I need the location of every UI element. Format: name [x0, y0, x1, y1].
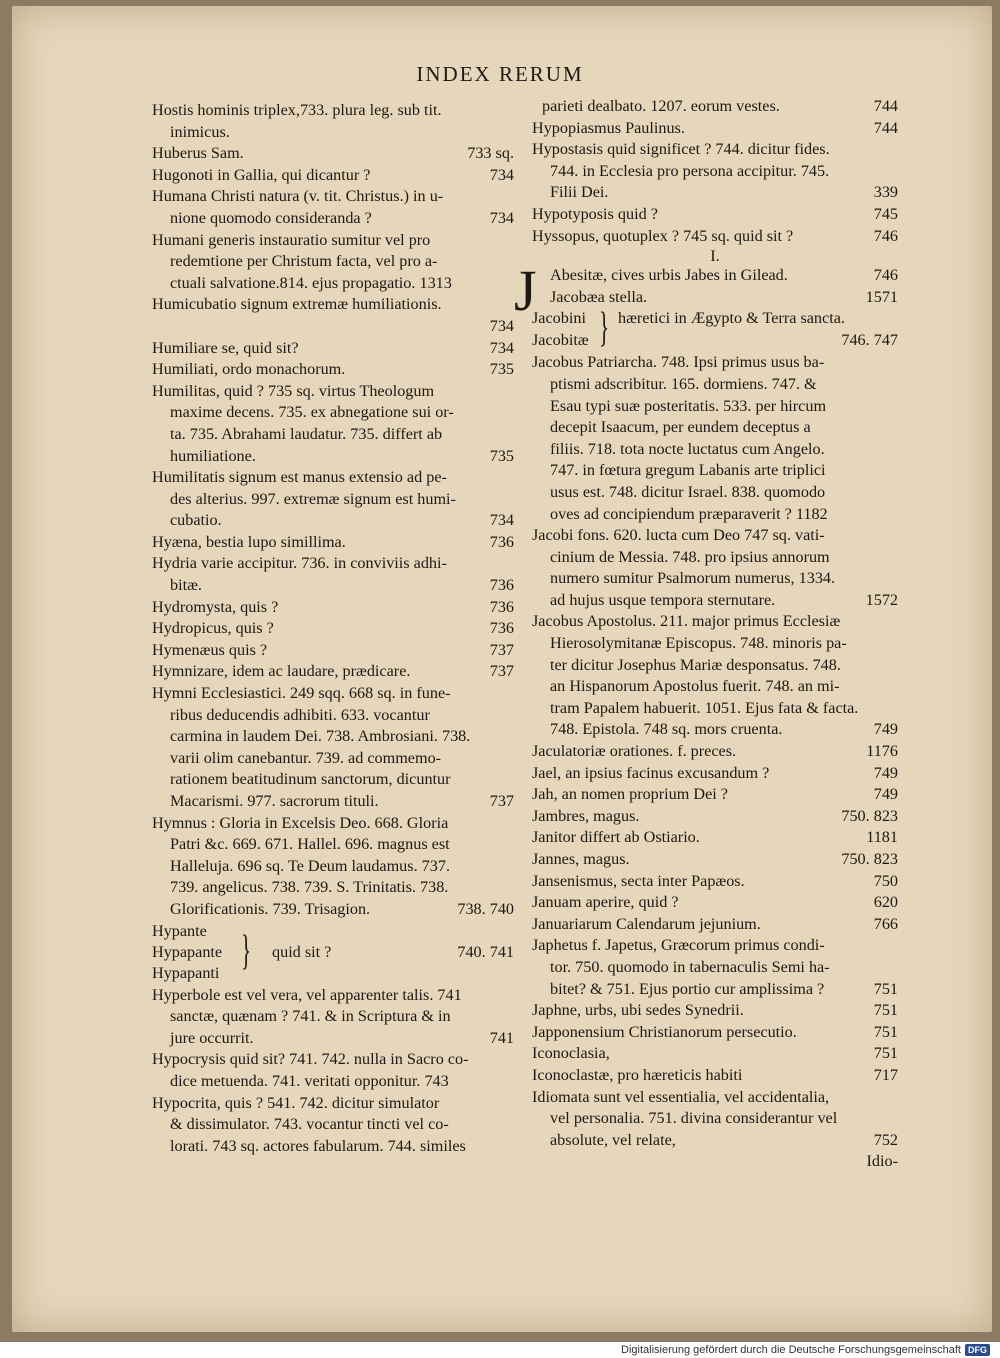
entry-line: Humiliare se, quid sit? 734: [152, 338, 514, 360]
entry-line: 748. Epistola. 748 sq. mors cruenta. 749: [532, 719, 898, 741]
entry-line: sanctæ, quænam ? 741. & in Scriptura & in: [170, 1007, 451, 1026]
entry-line: tor. 750. quomodo in tabernaculis Semi ha-: [550, 957, 830, 976]
entry-line: redemtione per Christum facta, vel pro a-: [170, 252, 438, 271]
page-ref: 735: [489, 360, 514, 379]
entry-line: Hymni Ecclesiastici. 249 sqq. 668 sq. in fune-: [152, 684, 451, 703]
entry-line: jure occurrit. 741: [152, 1028, 514, 1050]
entry-line: Huberus Sam. 733 sq.: [152, 143, 514, 165]
index-entry: [532, 1065, 898, 1087]
entry-line: Humilitatis signum est manus extensio ad pe-: [152, 468, 447, 487]
entry-line: 739. angelicus. 738. 739. S. Trinitatis. 738.: [170, 878, 449, 897]
entry-line: 747. in fœtura gregum Labanis arte triplici: [550, 461, 826, 480]
page-ref: 751: [873, 1044, 898, 1063]
index-entry: [152, 1049, 514, 1092]
page-ref: 751: [873, 1022, 898, 1041]
page-ref: 1181: [866, 828, 898, 847]
page-ref: 736: [489, 597, 514, 616]
entry-line: numero sumitur Psalmorum numerus, 1334.: [550, 569, 836, 588]
brace-icon: }: [599, 305, 610, 352]
page-ref: 620: [873, 893, 898, 912]
entry-line: Hierosolymitanæ Episcopus. 748. minoris pa-: [550, 634, 847, 653]
entry-line: bitæ. 736: [152, 575, 514, 597]
entry-line: Jacobi fons. 620. lucta cum Deo 747 sq. vati-: [532, 526, 825, 545]
entry-line: bitet? & 751. Ejus portio cur amplissima ? 751: [532, 979, 898, 1001]
entry-line: Jacobæa stella. 1571: [550, 287, 898, 309]
entry-line: Hyssopus, quotuplex ? 745 sq. quid sit ? 746: [532, 226, 898, 248]
index-entry: [532, 914, 898, 936]
entry-line: tram Papalem habuerit. 1051. Ejus fata & facta.: [550, 698, 859, 717]
entry-line: Hymnus : Gloria in Excelsis Deo. 668. Gloria: [152, 813, 449, 832]
page-header: INDEX RERUM: [416, 62, 584, 86]
index-entry: [152, 532, 514, 554]
index-entry: [152, 813, 514, 921]
page-ref: 1572: [865, 590, 898, 609]
entry-line: Japponensium Christianorum persecutio. 751: [532, 1022, 898, 1044]
entry-line: Hypotyposis quid ? 745: [532, 204, 898, 226]
entry-line: vel personalia. 751. divina considerantur vel: [550, 1109, 838, 1128]
entry-line: Hypocrysis quid sit? 741. 742. nulla in Sacro co-: [152, 1050, 469, 1069]
page-ref: 339: [873, 183, 898, 202]
index-entry: [532, 763, 898, 785]
entry-line: cubatio. 734: [152, 510, 514, 532]
page-ref: 744: [873, 118, 898, 137]
dfg-logo: DFG: [965, 1344, 990, 1356]
entry-line: Jacobus Patriarcha. 748. Ipsi primus usus ba-: [532, 353, 825, 372]
entry-line: dice metuenda. 741. veritati opponitur. 743: [170, 1071, 449, 1090]
entry-line: decepit Isaacum, per eundem deceptus a: [550, 418, 811, 437]
entry-line: Jacobus Apostolus. 211. major primus Ecclesiæ: [532, 612, 841, 631]
entry-line: ctuali salvatione.814. ejus propagatio. 1313: [170, 273, 452, 292]
entry-line: Hyæna, bestia lupo simillima. 736: [152, 532, 514, 554]
index-entry: [532, 1087, 898, 1152]
index-entry: [532, 1000, 898, 1022]
hypante-name: Hypapanti: [152, 963, 220, 982]
entry-line: Jambres, magus. 750. 823: [532, 806, 898, 828]
entry-line: & dissimulator. 743. vocantur tincti vel co-: [170, 1115, 449, 1134]
page-ref: 741: [489, 1028, 514, 1047]
index-entry: [532, 352, 898, 525]
entry-line: Abesitæ, cives urbis Jabes in Gilead. 746: [550, 265, 898, 287]
index-entry: [152, 661, 514, 683]
entry-line: Iconoclasia, 751: [532, 1043, 898, 1065]
entry-line: Filii Dei. 339: [532, 182, 898, 204]
entry-line: Humilitas, quid ? 735 sq. virtus Theologum: [152, 381, 435, 400]
page-ref: 734: [489, 316, 514, 335]
entry-line: Iconoclastæ, pro hæreticis habiti 717: [532, 1065, 898, 1087]
entry-line: Japhne, urbs, ubi sedes Synedrii. 751: [532, 1000, 898, 1022]
drop-cap: J: [514, 258, 537, 324]
entry-line: [152, 316, 514, 338]
page-ref: 1571: [865, 287, 898, 306]
index-entry: [152, 597, 514, 619]
entry-line: Hypostasis quid significet ? 744. dicitur fides.: [532, 140, 830, 159]
index-entry: [532, 226, 898, 248]
page-ref: 750. 823: [841, 850, 898, 868]
entry-line: Humiliati, ordo monachorum. 735: [152, 359, 514, 381]
index-entry: [152, 359, 514, 381]
index-entry: [152, 143, 514, 165]
entry-line: usus est. 748. dicitur Israel. 838. quomodo: [550, 482, 826, 501]
entry-line: 744. in Ecclesia pro persona accipitur. 745.: [550, 161, 830, 180]
page-ref: 734: [489, 165, 514, 184]
index-entry: [532, 892, 898, 914]
hypante-text: quid sit ?: [272, 942, 332, 961]
footer-text: Digitalisierung gefördert durch die Deutsche Forschungsgemeinschaft: [621, 1344, 961, 1356]
entry-line: Hydromysta, quis ? 736: [152, 597, 514, 619]
hypante-name: Hypapante: [152, 942, 223, 961]
page-ref: 744: [873, 97, 898, 115]
page-ref: 734: [489, 208, 514, 227]
right-column: [514, 96, 898, 1173]
page-ref: 717: [873, 1065, 898, 1084]
section-letter: I.: [710, 247, 720, 266]
entry-line: filiis. 718. tota nocte luctatus cum Angelo.: [550, 439, 825, 458]
entry-line: Januam aperire, quid ? 620: [532, 892, 898, 914]
entry-line: Glorificationis. 739. Trisagion. 738. 740: [152, 899, 514, 921]
entry-line: Humicubatio signum extremæ humiliationis.: [152, 295, 442, 314]
page-ref: 736: [489, 532, 514, 551]
page-ref: 751: [873, 1001, 898, 1020]
index-entry: [532, 849, 898, 871]
index-entry: [532, 1043, 898, 1065]
page-ref: 749: [873, 763, 898, 782]
page-ref: 749: [873, 785, 898, 804]
entry-line: Jannes, magus. 750. 823: [532, 849, 898, 871]
index-entry: [152, 618, 514, 640]
entry-line: Hostis hominis triplex,733. plura leg. sub tit.: [152, 101, 442, 119]
entry-line: Hypocrita, quis ? 541. 742. dicitur simulator: [152, 1093, 440, 1112]
index-entry: [152, 186, 514, 229]
entry-line: Hydropicus, quis ? 736: [152, 618, 514, 640]
page-ref: 749: [873, 720, 898, 739]
entry-line: Humani generis instauratio sumitur vel pro: [152, 230, 431, 249]
hypante-name: Hypante: [152, 921, 207, 940]
entry-line: an Hispanorum Apostolus fuerit. 748. an mi-: [550, 677, 840, 696]
entry-line: nione quomodo consideranda ? 734: [152, 208, 514, 230]
index-entry: [152, 683, 514, 813]
entry-line: varii olim canebantur. 739. ad commemo-: [170, 748, 442, 767]
entry-line: Hyperbole est vel vera, vel apparenter talis. 741: [152, 985, 462, 1004]
hypante-group: [152, 921, 514, 985]
index-entry: [550, 265, 898, 287]
page-ref: 733 sq.: [467, 144, 514, 163]
entry-line: Janitor differt ab Ostiario. 1181: [532, 827, 898, 849]
page-ref: 766: [873, 914, 898, 933]
entry-line: carmina in laudem Dei. 738. Ambrosiani. 738.: [170, 727, 471, 746]
index-entry: [532, 611, 898, 741]
entry-line: Hypopiasmus Paulinus. 744: [532, 118, 898, 140]
page-ref: 745: [873, 204, 898, 223]
index-entry: [532, 741, 898, 763]
entry-line: parieti dealbato. 1207. eorum vestes. 744: [532, 96, 898, 118]
left-column: [152, 100, 514, 1157]
page-ref: 738. 740: [457, 899, 514, 918]
index-entry: [152, 553, 514, 596]
entry-line: cinium de Messia. 748. pro ipsius annorum: [550, 547, 830, 566]
entry-line: oves ad concipiendum præparaverit ? 1182: [550, 504, 828, 523]
jacobitae-name: Jacobitæ: [532, 331, 589, 350]
entry-line: Hugonoti in Gallia, qui dicantur ? 734: [152, 165, 514, 187]
entry-line: absolute, vel relate, 752: [532, 1130, 898, 1152]
entry-line: maxime decens. 735. ex abnegatione sui or-: [170, 403, 454, 422]
page-ref: 736: [489, 576, 514, 595]
index-entry: [152, 338, 514, 360]
entry-line: Macarismi. 977. sacrorum tituli. 737: [152, 791, 514, 813]
index-entry: [532, 806, 898, 828]
catchword: Idio-: [866, 1152, 898, 1171]
entry-line: Hydria varie accipitur. 736. in conviviis adhi-: [152, 554, 447, 573]
entry-line: Idiomata sunt vel essentialia, vel accidentalia,: [532, 1087, 830, 1106]
jacobini-name: Jacobini: [532, 309, 586, 328]
index-entry: [532, 139, 898, 204]
entry-line: inimicus.: [170, 122, 230, 141]
index-entry: [152, 640, 514, 662]
page-ref: 751: [873, 979, 898, 998]
index-entry: [532, 871, 898, 893]
jacobini-text: hæretici in Ægypto & Terra sancta.: [618, 309, 845, 328]
entry-line: Humana Christi natura (v. tit. Christus.) in u-: [152, 187, 444, 206]
page-ref: 734: [489, 338, 514, 357]
entry-line: Patri &c. 669. 671. Hallel. 696. magnus est: [170, 835, 450, 854]
entry-line: Jansenismus, secta inter Papæos. 750: [532, 871, 898, 893]
page-ref: 737: [489, 792, 514, 810]
entry-line: Japhetus f. Japetus, Græcorum primus condi-: [532, 936, 825, 955]
entry-line: Esau typi suæ posteritatis. 533. per hircum: [550, 396, 827, 415]
entry-line: ter dicitur Josephus Mariæ desponsatus. 748.: [550, 655, 841, 674]
index-entry: [532, 784, 898, 806]
index-entry: [152, 985, 514, 1050]
page-ref: 752: [873, 1130, 898, 1149]
page-ref: 750. 823: [841, 806, 898, 825]
page-ref: 734: [489, 511, 514, 530]
page-ref: 746: [873, 266, 898, 285]
index-entry: [532, 118, 898, 140]
index-entry: [152, 165, 514, 187]
index-entry: [532, 1022, 898, 1044]
index-entry: [532, 525, 898, 611]
index-entry: [532, 204, 898, 226]
jacobini-page: 746. 747: [841, 331, 898, 350]
entry-line: rationem beatitudinum sanctorum, dicuntur: [170, 770, 451, 789]
page-ref: 737: [489, 662, 514, 681]
index-entry: [532, 935, 898, 1000]
index-entry: [152, 1093, 514, 1158]
entry-line: ptismi adscribitur. 165. dormiens. 747. &: [550, 374, 817, 393]
entry-line: des alterius. 997. extremæ signum est humi-: [170, 489, 456, 508]
index-entry: [152, 122, 514, 144]
footer-credit: [621, 1344, 990, 1356]
page-ref: 736: [489, 619, 514, 638]
entry-line: humiliatione. 735: [152, 446, 514, 468]
page-ref: 750: [873, 871, 898, 890]
page-ref: 735: [489, 446, 514, 465]
page-ref: 1176: [866, 742, 898, 761]
index-entry: [152, 100, 514, 122]
jacobini-group: [532, 305, 898, 352]
entry-line: ta. 735. Abrahami laudatur. 735. differt ab: [170, 424, 443, 443]
entry-line: Halleluja. 696 sq. Te Deum laudamus. 737.: [170, 856, 450, 875]
entry-line: lorati. 743 sq. actores fabularum. 744. similes: [170, 1136, 466, 1155]
entry-line: Jael, an ipsius facinus excusandum ? 749: [532, 763, 898, 785]
index-entry: [152, 316, 514, 338]
index-entry: [152, 467, 514, 532]
index-entry: [152, 381, 514, 467]
page-ref: 737: [489, 640, 514, 659]
entry-line: Jaculatoriæ orationes. f. preces. 1176: [532, 741, 898, 763]
entry-line: ribus deducendis adhibiti. 633. vocantur: [170, 705, 430, 724]
index-entry: [532, 827, 898, 849]
entry-line: Jah, an nomen proprium Dei ? 749: [532, 784, 898, 806]
hypante-page: 740. 741: [457, 942, 514, 961]
entry-line: Januariarum Calendarum jejunium. 766: [532, 914, 898, 936]
page-ref: 746: [873, 226, 898, 245]
index-entry: [532, 96, 898, 118]
brace-icon: }: [241, 927, 252, 974]
index-entry: [152, 230, 514, 295]
entry-line: Hymnizare, idem ac laudare, prædicare. 737: [152, 661, 514, 683]
index-entry: [152, 294, 514, 316]
entry-line: Hymenæus quis ? 737: [152, 640, 514, 662]
entry-line: ad hujus usque tempora sternutare. 1572: [532, 590, 898, 612]
